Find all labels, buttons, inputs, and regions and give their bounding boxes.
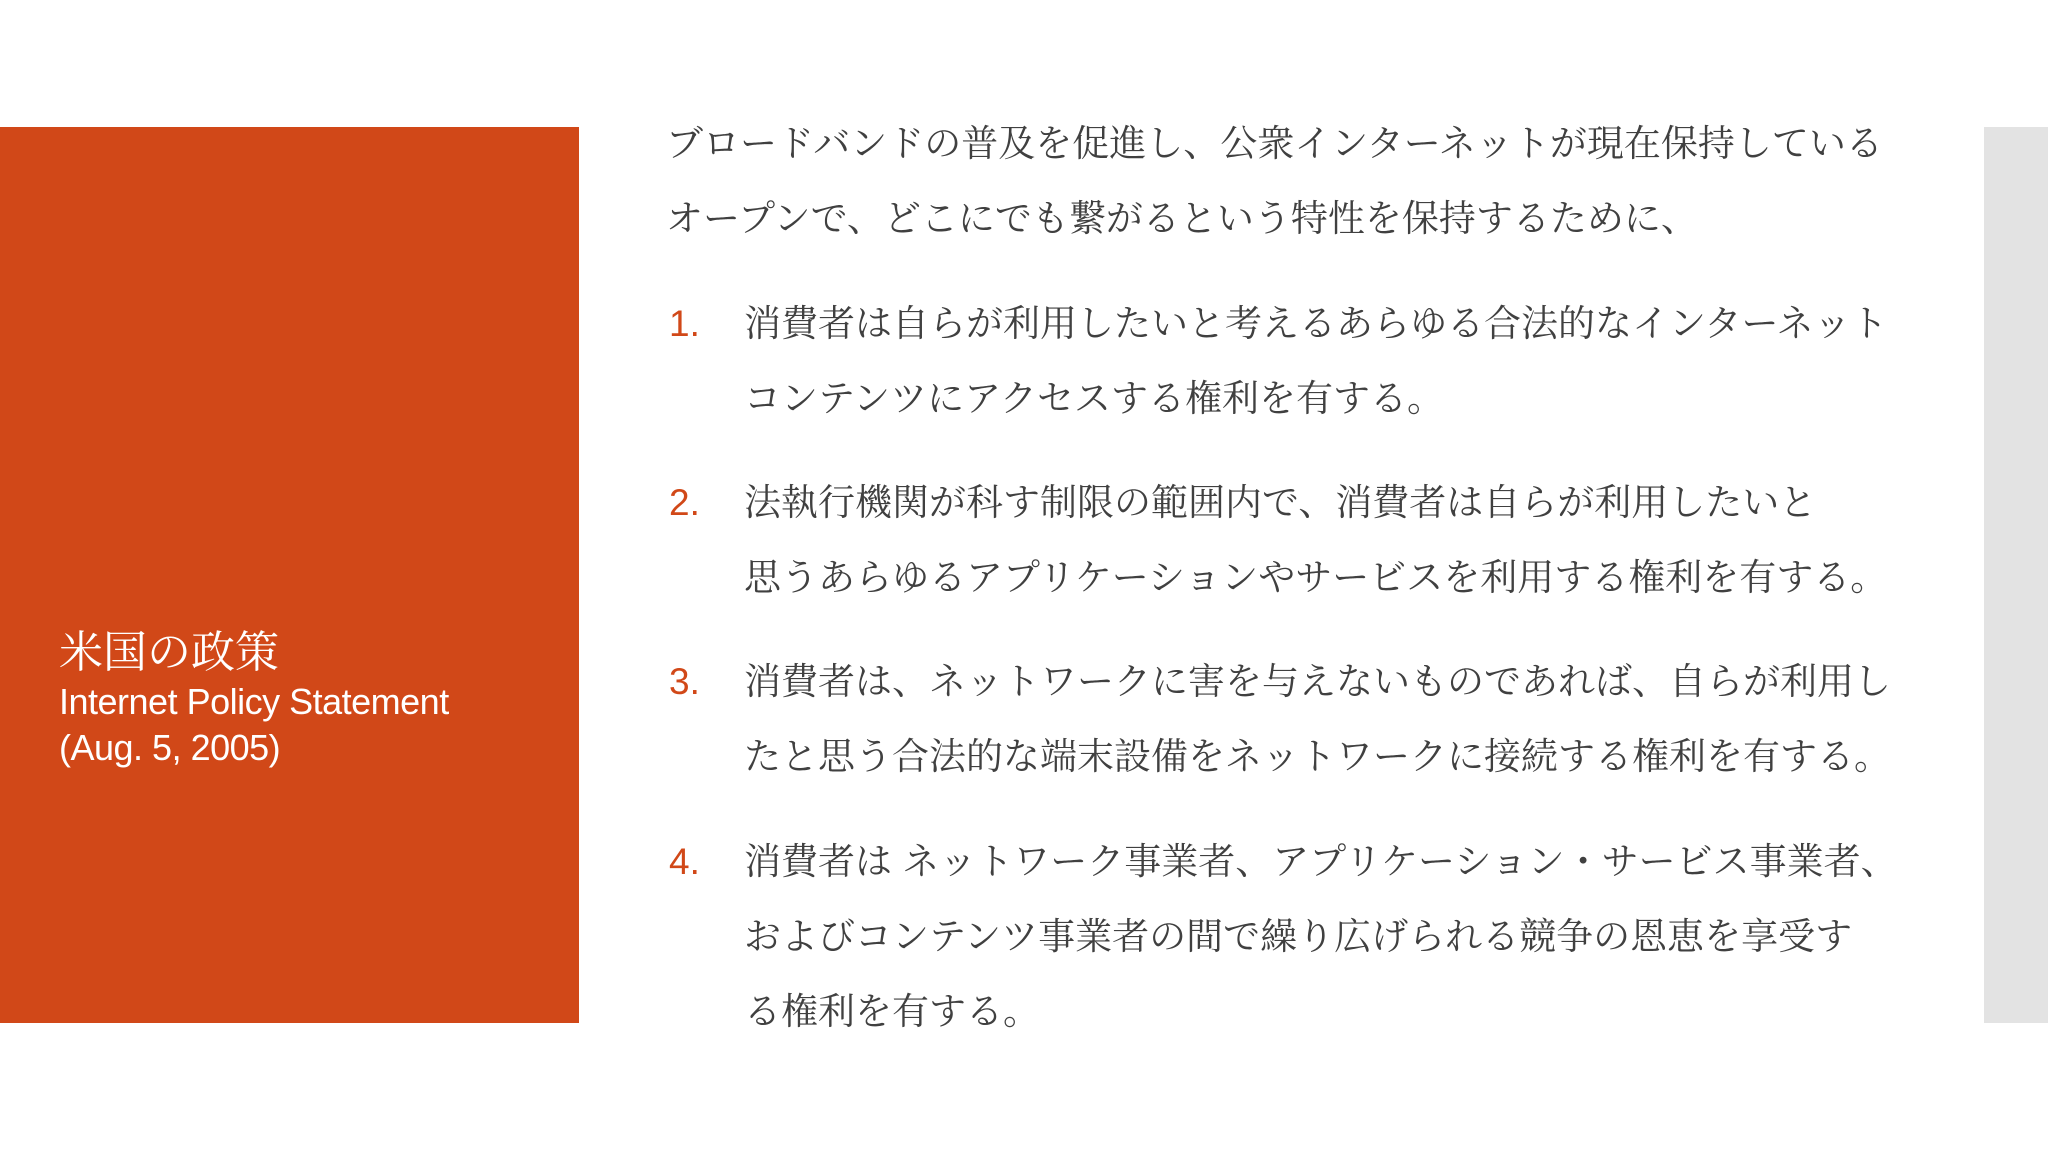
- list-item-line: コンテンツにアクセスする権利を有する。: [744, 378, 1445, 419]
- list-item-text: [744, 286, 1974, 436]
- list-item-line: 消費者は、ネットワークに害を与えないものであれば、自らが利用し: [744, 661, 1891, 702]
- list-item-number: 4.: [669, 841, 700, 882]
- slide-subtitle-line: Internet Policy Statement: [59, 681, 449, 722]
- list-item-text: [744, 465, 1974, 615]
- slide-subtitle-date: (Aug. 5, 2005): [59, 727, 281, 768]
- list-item-number: 2.: [669, 482, 700, 523]
- right-side-bar: [1984, 127, 2048, 1023]
- slide-title: 米国の政策: [59, 628, 279, 677]
- list-item-line: 法執行機関が科す制限の範囲内で、消費者は自らが利用したいと: [744, 482, 1817, 523]
- list-item-line: たと思う合法的な端末設備をネットワークに接続する権利を有する。: [744, 736, 1891, 777]
- intro-line: オープンで、どこにでも繋がるという特性を保持するために、: [666, 198, 1698, 239]
- list-item-line: 消費者は自らが利用したいと考えるあらゆる合法的なインターネット: [744, 303, 1888, 344]
- list-item-line: 消費者は ネットワーク事業者、アプリケーション・サービス事業者、: [744, 841, 1898, 882]
- list-item-number: 3.: [669, 661, 700, 702]
- intro-paragraph: [666, 106, 1966, 256]
- intro-line: ブロードバンドの普及を促進し、公衆インターネットが現在保持している: [666, 123, 1883, 164]
- slide-footer: @大妻女子大学（2014/10/22）: [46, 1039, 411, 1069]
- list-item-line: る権利を有する。: [744, 991, 1040, 1032]
- list-item-number: 1.: [669, 303, 700, 344]
- list-item-line: およびコンテンツ事業者の間で繰り広げられる競争の恩恵を享受す: [744, 916, 1853, 957]
- list-item-text: [744, 644, 1974, 794]
- slide-page-number: 6: [70, 1104, 86, 1135]
- list-item-line: 思うあらゆるアプリケーションやサービスを利用する権利を有する。: [744, 557, 1888, 598]
- list-item-text: [744, 824, 1974, 1049]
